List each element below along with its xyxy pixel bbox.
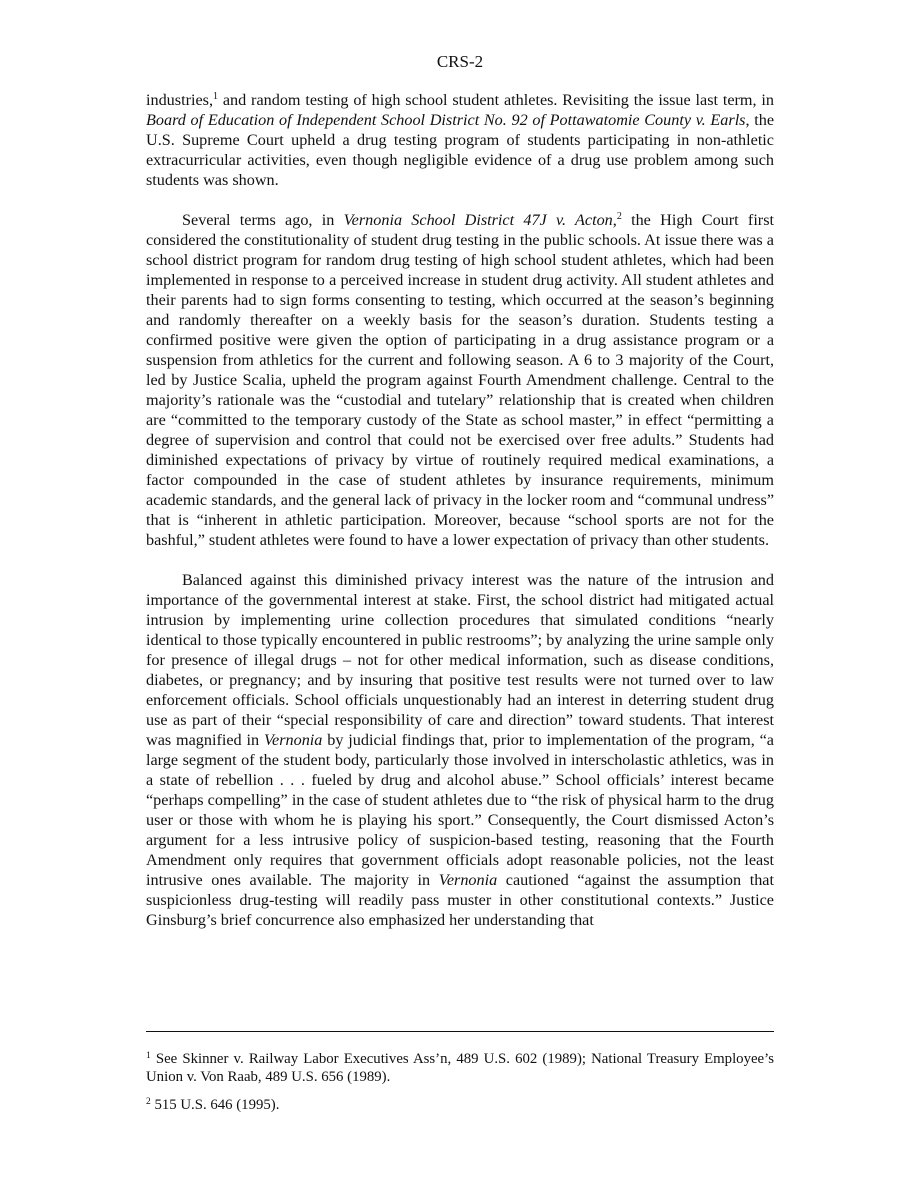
text-run: industries, [146,91,213,109]
case-citation: Vernonia [438,871,498,889]
footnote-2-text: 515 U.S. 646 (1995). [150,1097,280,1113]
footnote-1-text: See Skinner v. Railway Labor Executives Ass’n, 489 U.S. 602 (1989); National Treasury Employee’s Union v. Von Raab, 489 U.S. 656 (1989). [146,1051,774,1085]
footnote-1-marker: 1 [146,1051,151,1061]
footnote-2 [146,1096,774,1114]
text-run: cautioned “against the assumption that suspicionless drug-testing will readily pass muster in other constitutional contexts.” Justice Ginsburg’s brief concurrence also emphasized her understanding that [146,871,774,929]
footnote-2-marker: 2 [146,1097,151,1107]
text-run: , the U.S. Supreme Court upheld a drug testing program of students participating in non-athletic extracurricular activities, even though negligible evidence of a drug use problem among such students was shown. [146,111,775,189]
paragraph-2 [146,210,774,550]
text-run: the High Court first considered the constitutionality of student drug testing in the public schools. At issue there was a school district program for random drug testing of high school student athletes, which had been implemented in response to a perceived increase in student drug activity. All student athletes and their parents had to sign forms consenting to testing, which occurred at the season’s beginning and randomly thereafter on a weekly basis for the season’s duration. Students testing a confirmed positive were given the option of participating in a drug assistance program or a suspension from athletics for the current and following season. A 6 to 3 majority of the Court, led by Justice Scalia, upheld the program against Fourth Amendment challenge. Central to the majority’s rationale was the “custodial and tutelary” relationship that is created when children are “committed to the temporary custody of the State as school master,” in effect “permitting a degree of supervision and control that could not be exercised over free adults.” Students had diminished expectations of privacy by virtue of routinely required medical examinations, a factor compounded in the case of student athletes by insurance requirements, minimum academic standards, and the general lack of privacy in the locker room and “communal undress” that is “inherent in athletic participation. Moreover, because “school sports are not for the bashful,” student athletes were found to have a lower expectation of privacy than other students. [146,211,774,549]
footnotes-section [146,1050,774,1124]
text-run: , [612,211,617,229]
case-citation: Board of Education of Independent School District No. 92 of Pottawatomie County v. Earls [146,111,746,129]
paragraph-3 [146,570,774,930]
case-citation: Vernonia [263,731,323,749]
page-number-header: CRS-2 [436,52,484,71]
text-run: Several terms ago, in [182,211,344,229]
text-run: and random testing of high school student athletes. Revisiting the issue last term, in [218,91,774,109]
footnote-divider [146,1031,774,1032]
footnote-reference: 2 [616,211,622,222]
footnote-reference: 1 [213,91,218,102]
paragraph-1 [146,90,774,190]
footnote-1 [146,1050,774,1086]
text-run: by judicial findings that, prior to implementation of the program, “a large segment of the student body, particularly those involved in interscholastic athletics, was in a state of rebellion . . . fueled by drug and alcohol abuse.” School officials’ interest became “perhaps compelling” in the case of student athletes due to “the risk of physical harm to the drug user or those with whom he is playing his sport.” Consequently, the Court dismissed Acton’s argument for a less intrusive policy of suspicion-based testing, reasoning that the Fourth Amendment only requires that government officials adopt reasonable policies, not the least intrusive ones available. The majority in [146,731,774,889]
document-page [146,52,774,950]
text-run: Balanced against this diminished privacy interest was the nature of the intrusion and importance of the governmental interest at stake. First, the school district had mitigated actual intrusion by implementing urine collection procedures that simulated conditions “nearly identical to those typically encountered in public restrooms”; by analyzing the urine sample only for presence of illegal drugs – not for other medical information, such as disease conditions, diabetes, or pregnancy; and by insuring that positive test results were not turned over to law enforcement officials. School officials unquestionably had an interest in deterring student drug use as part of their “special responsibility of care and direction” toward students. That interest was magnified in [146,571,774,749]
case-citation: Vernonia School District 47J v. Acton [343,211,613,229]
